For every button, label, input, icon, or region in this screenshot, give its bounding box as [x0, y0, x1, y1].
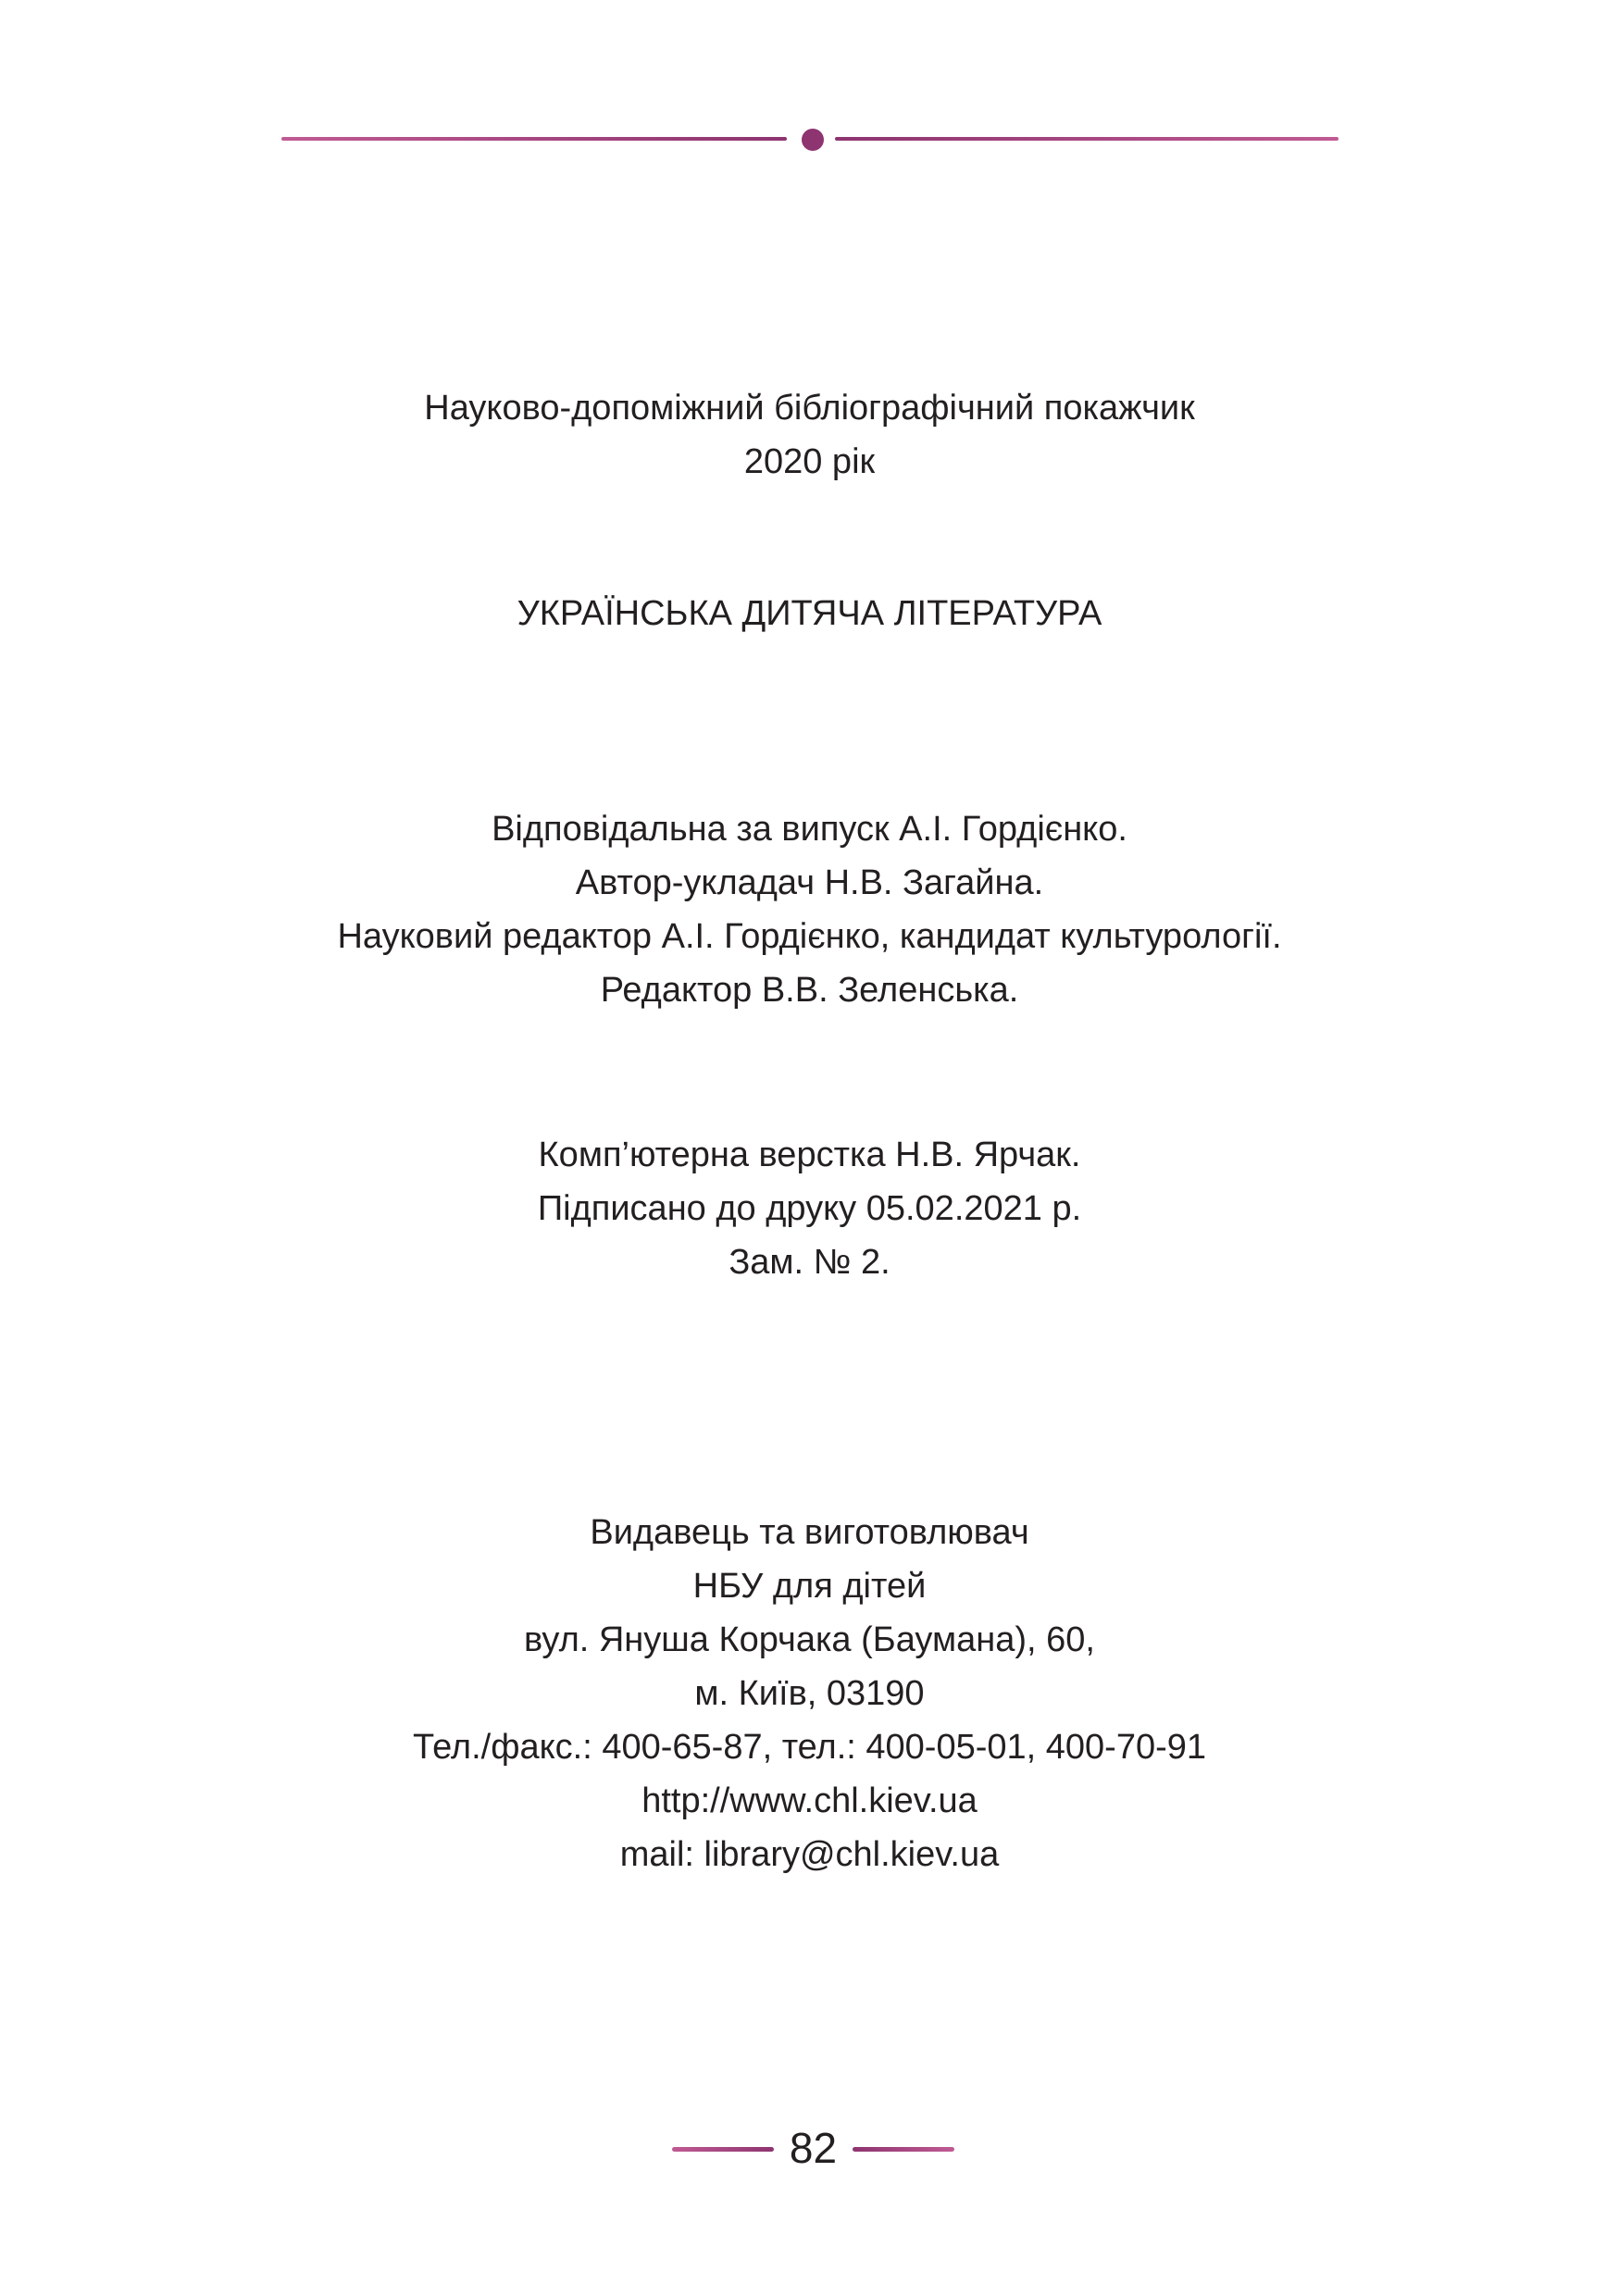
- footer-rule-left: [672, 2147, 774, 2152]
- publisher-line: Видавець та виготовлювач: [590, 1513, 1029, 1552]
- print-info-line: Зам. № 2.: [729, 1243, 890, 1282]
- print-info-line: Підписано до друку 05.02.2021 р.: [537, 1189, 1082, 1228]
- top-rule-left: [281, 137, 787, 141]
- intro-block: [0, 381, 1619, 489]
- publisher-phone: Тел./факс.: 400-65-87, тел.: 400-05-01, 400-70-91: [412, 1728, 1207, 1767]
- publication-type: Науково-допоміжний бібліографічний покажчик: [424, 389, 1195, 428]
- publisher-address: вул. Януша Корчака (Баумана), 60,: [524, 1620, 1095, 1659]
- credit-line: Автор-укладач Н.В. Загайна.: [575, 863, 1044, 902]
- publisher-city: м. Київ, 03190: [694, 1674, 925, 1713]
- top-ornament: [281, 133, 1339, 146]
- document-title: УКРАЇНСЬКА ДИТЯЧА ЛІТЕРАТУРА: [517, 594, 1102, 633]
- credit-line: Редактор В.В. Зеленська.: [600, 971, 1019, 1010]
- print-info-line: Комп’ютерна верстка Н.В. Ярчак.: [538, 1136, 1081, 1174]
- ornament-dot-icon: [802, 129, 824, 151]
- page-number: 82: [789, 2124, 838, 2172]
- credit-line: Науковий редактор А.І. Гордієнко, кандидат культурології.: [337, 917, 1282, 956]
- top-rule-right: [835, 137, 1339, 141]
- footer-rule-right: [853, 2147, 954, 2152]
- publisher-block: [0, 1506, 1619, 1881]
- page-footer: [0, 2116, 1619, 2180]
- credit-line: Відповідальна за випуск А.І. Гордієнко.: [492, 810, 1127, 849]
- publisher-website: http://www.chl.kiev.ua: [641, 1781, 978, 1820]
- publisher-email: mail: library@chl.kiev.ua: [619, 1835, 1000, 1874]
- publication-year: 2020 рік: [743, 442, 876, 481]
- credits-block: [0, 802, 1619, 1017]
- title-block: [0, 587, 1619, 640]
- publisher-name: НБУ для дітей: [692, 1567, 927, 1606]
- print-info-block: [0, 1128, 1619, 1289]
